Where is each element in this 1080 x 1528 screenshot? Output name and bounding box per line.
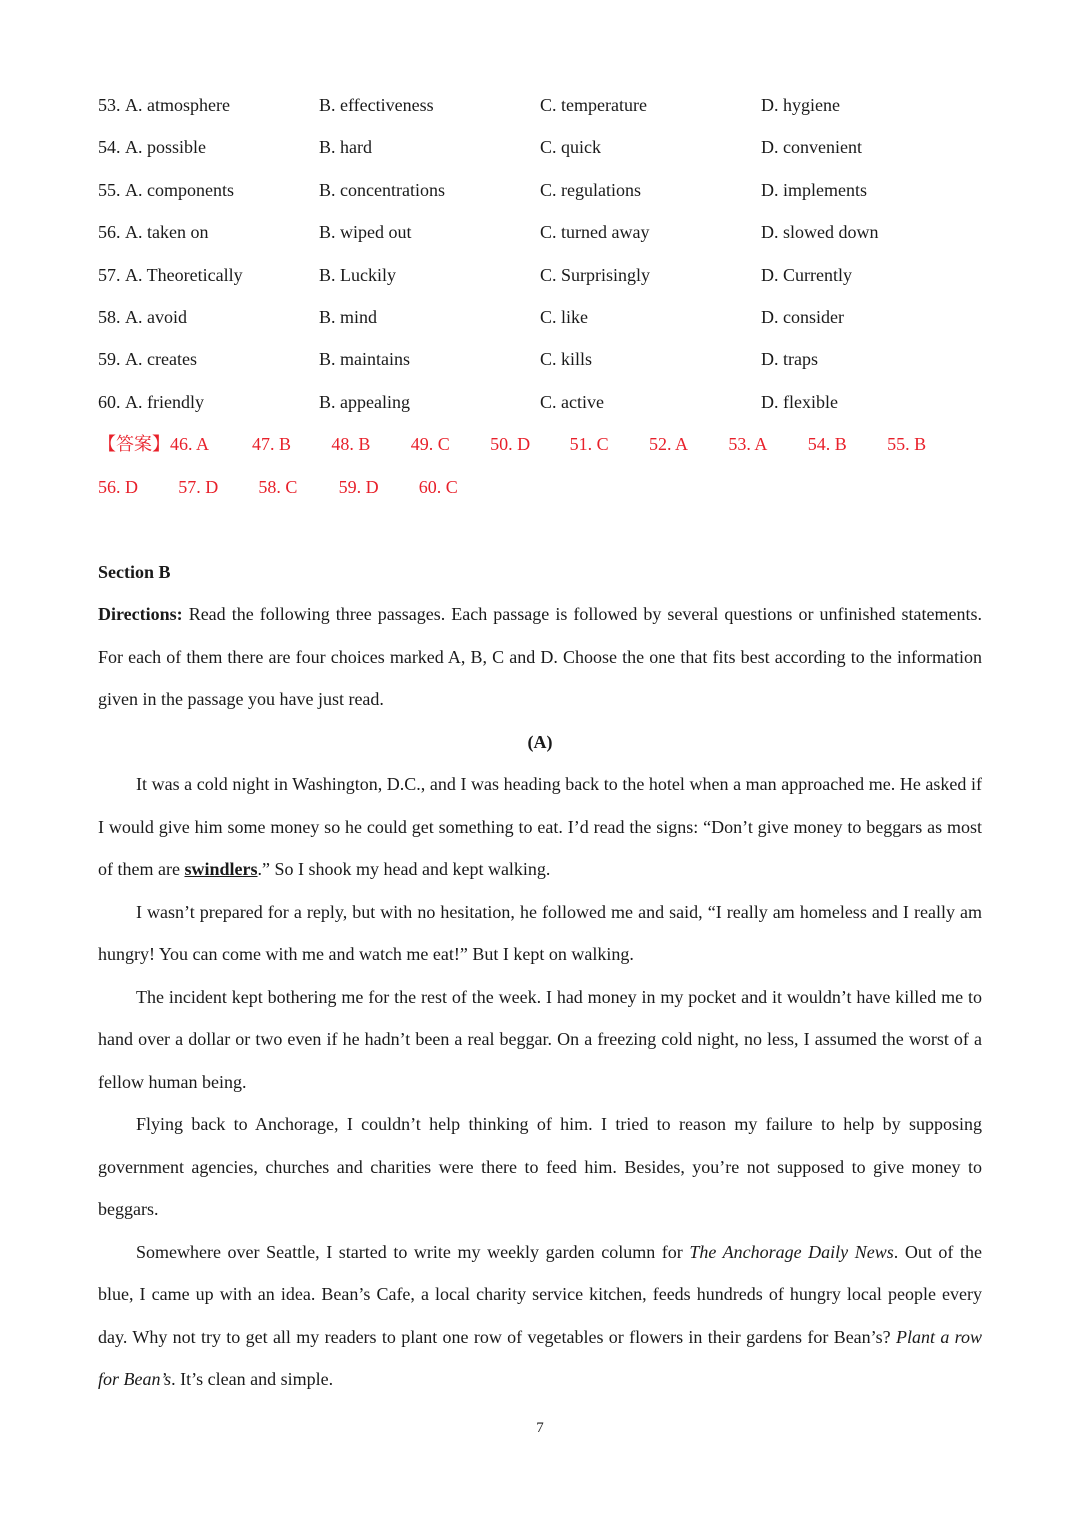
- options-block: [98, 84, 982, 508]
- paragraph-4: Flying back to Anchorage, I couldn’t help thinking of him. I tried to reason my failure to help by supposing government agencies, churches and charities were there to feed him. Besides, you’re not supposed to give money to beggars.: [98, 1114, 982, 1219]
- answer-item: 46. A: [170, 434, 210, 455]
- option-row-57: [98, 254, 982, 296]
- answer-item: 54. B: [807, 434, 847, 455]
- option-b: B. effectiveness: [319, 95, 434, 115]
- answer-item: 47. B: [252, 434, 292, 455]
- option-b: B. wiped out: [319, 222, 412, 243]
- paragraph-5: Somewhere over Seattle, I started to write my weekly garden column for The Anchorage Daily News. Out of the blue, I came up with an idea. Bean’s Cafe, a local charity service kitchen, feeds hundreds of hungry local people every day. Why not try to get all my readers to plant one row of vegetables or flowers in their gardens for Bean’s? Plant a row for Bean’s. It’s clean and simple.: [98, 1241, 983, 1389]
- answer-item: 58. C: [258, 476, 298, 497]
- page-number: 7: [536, 1420, 544, 1436]
- passage-label: (A): [527, 732, 553, 752]
- option-number: 58.: [98, 306, 121, 327]
- option-b: B. concentrations: [319, 179, 445, 200]
- answer-item: 53. A: [728, 434, 768, 455]
- option-c: C. quick: [540, 137, 601, 158]
- option-c: C. active: [540, 391, 604, 412]
- newspaper-title: The Anchorage Daily News: [689, 1241, 894, 1262]
- answer-item: 49. C: [410, 434, 450, 455]
- option-b: B. mind: [319, 306, 378, 327]
- option-d: D. hygiene: [761, 95, 840, 115]
- option-c: C. regulations: [540, 179, 641, 200]
- answer-item: 56. D: [98, 476, 138, 497]
- answer-key-row-1: [98, 423, 982, 465]
- directions-text: Read the following three passages. Each passage is followed by several questions or unfinished statements. For each of them there are four choices marked A, B, C and D. Choose the one that fits best according to the information given in the passage you have just read.: [98, 604, 982, 709]
- option-a: A. atmosphere: [125, 95, 230, 115]
- option-d: D. Currently: [761, 264, 852, 285]
- option-number: 56.: [98, 222, 121, 243]
- option-a: A. taken on: [125, 222, 209, 243]
- option-row-59: [98, 338, 982, 380]
- option-a: A. components: [125, 179, 234, 200]
- option-row-54: [98, 126, 982, 168]
- option-d: D. slowed down: [761, 222, 879, 243]
- section-title: Section B: [98, 562, 171, 582]
- option-c: C. temperature: [540, 95, 647, 115]
- answer-item: 51. C: [569, 434, 609, 455]
- option-number: 55.: [98, 179, 121, 200]
- option-a: A. Theoretically: [125, 264, 243, 285]
- option-c: C. like: [540, 306, 588, 327]
- directions-label: Directions:: [98, 604, 183, 624]
- paragraph-3: The incident kept bothering me for the rest of the week. I had money in my pocket and it wouldn’t have killed me to hand over a dollar or two even if he hadn’t been a real beggar. On a freezing cold night, no less, I assumed the worst of a fellow human being.: [98, 986, 982, 1092]
- option-number: 57.: [98, 264, 121, 285]
- option-number: 60.: [98, 391, 121, 412]
- option-c: C. turned away: [540, 222, 650, 243]
- option-number: 53.: [98, 95, 121, 115]
- underlined-word: swindlers: [184, 859, 258, 879]
- option-c: C. kills: [540, 349, 593, 370]
- option-b: B. appealing: [319, 391, 410, 412]
- slogan: Plant a row for Bean’s: [98, 1326, 982, 1389]
- option-c: C. Surprisingly: [540, 264, 651, 285]
- passage-body: [98, 763, 982, 1401]
- option-number: 54.: [98, 137, 121, 158]
- option-row-53: [98, 84, 982, 126]
- answer-item: 50. D: [490, 434, 531, 455]
- directions: [98, 593, 982, 721]
- option-a: A. creates: [125, 349, 197, 370]
- option-row-55: [98, 169, 982, 211]
- answer-item: 57. D: [178, 476, 219, 497]
- answer-item: 60. C: [418, 476, 458, 497]
- option-d: D. flexible: [761, 391, 838, 412]
- option-a: A. friendly: [125, 391, 204, 412]
- option-a: A. possible: [125, 137, 206, 158]
- option-number: 59.: [98, 349, 121, 370]
- option-d: D. implements: [761, 179, 867, 200]
- option-d: D. traps: [761, 349, 818, 370]
- answer-key-row-2: [98, 466, 982, 508]
- option-b: B. Luckily: [319, 264, 396, 285]
- option-d: D. convenient: [761, 137, 862, 158]
- option-d: D. consider: [761, 306, 844, 327]
- option-row-56: [98, 211, 982, 253]
- paragraph-2: I wasn’t prepared for a reply, but with no hesitation, he followed me and said, “I really am homeless and I really am hungry! You can come with me and watch me eat!” But I kept on walking.: [98, 901, 982, 964]
- paragraph-1: It was a cold night in Washington, D.C., and I was heading back to the hotel when a man approached me. He asked if I would give him some money so he could get something to eat. I’d read the signs: “Don’t give money to beggars as most of them are swindlers.” So I shook my head and kept walking.: [98, 774, 982, 879]
- answer-item: 48. B: [331, 434, 371, 455]
- option-b: B. hard: [319, 137, 372, 158]
- option-a: A. avoid: [125, 306, 187, 327]
- answer-item: 55. B: [887, 434, 927, 455]
- option-b: B. maintains: [319, 349, 410, 370]
- answer-item: 59. D: [338, 476, 379, 497]
- option-row-60: [98, 381, 982, 423]
- answer-item: 52. A: [648, 434, 688, 455]
- option-row-58: [98, 296, 982, 338]
- answer-label: 【答案】: [98, 434, 170, 455]
